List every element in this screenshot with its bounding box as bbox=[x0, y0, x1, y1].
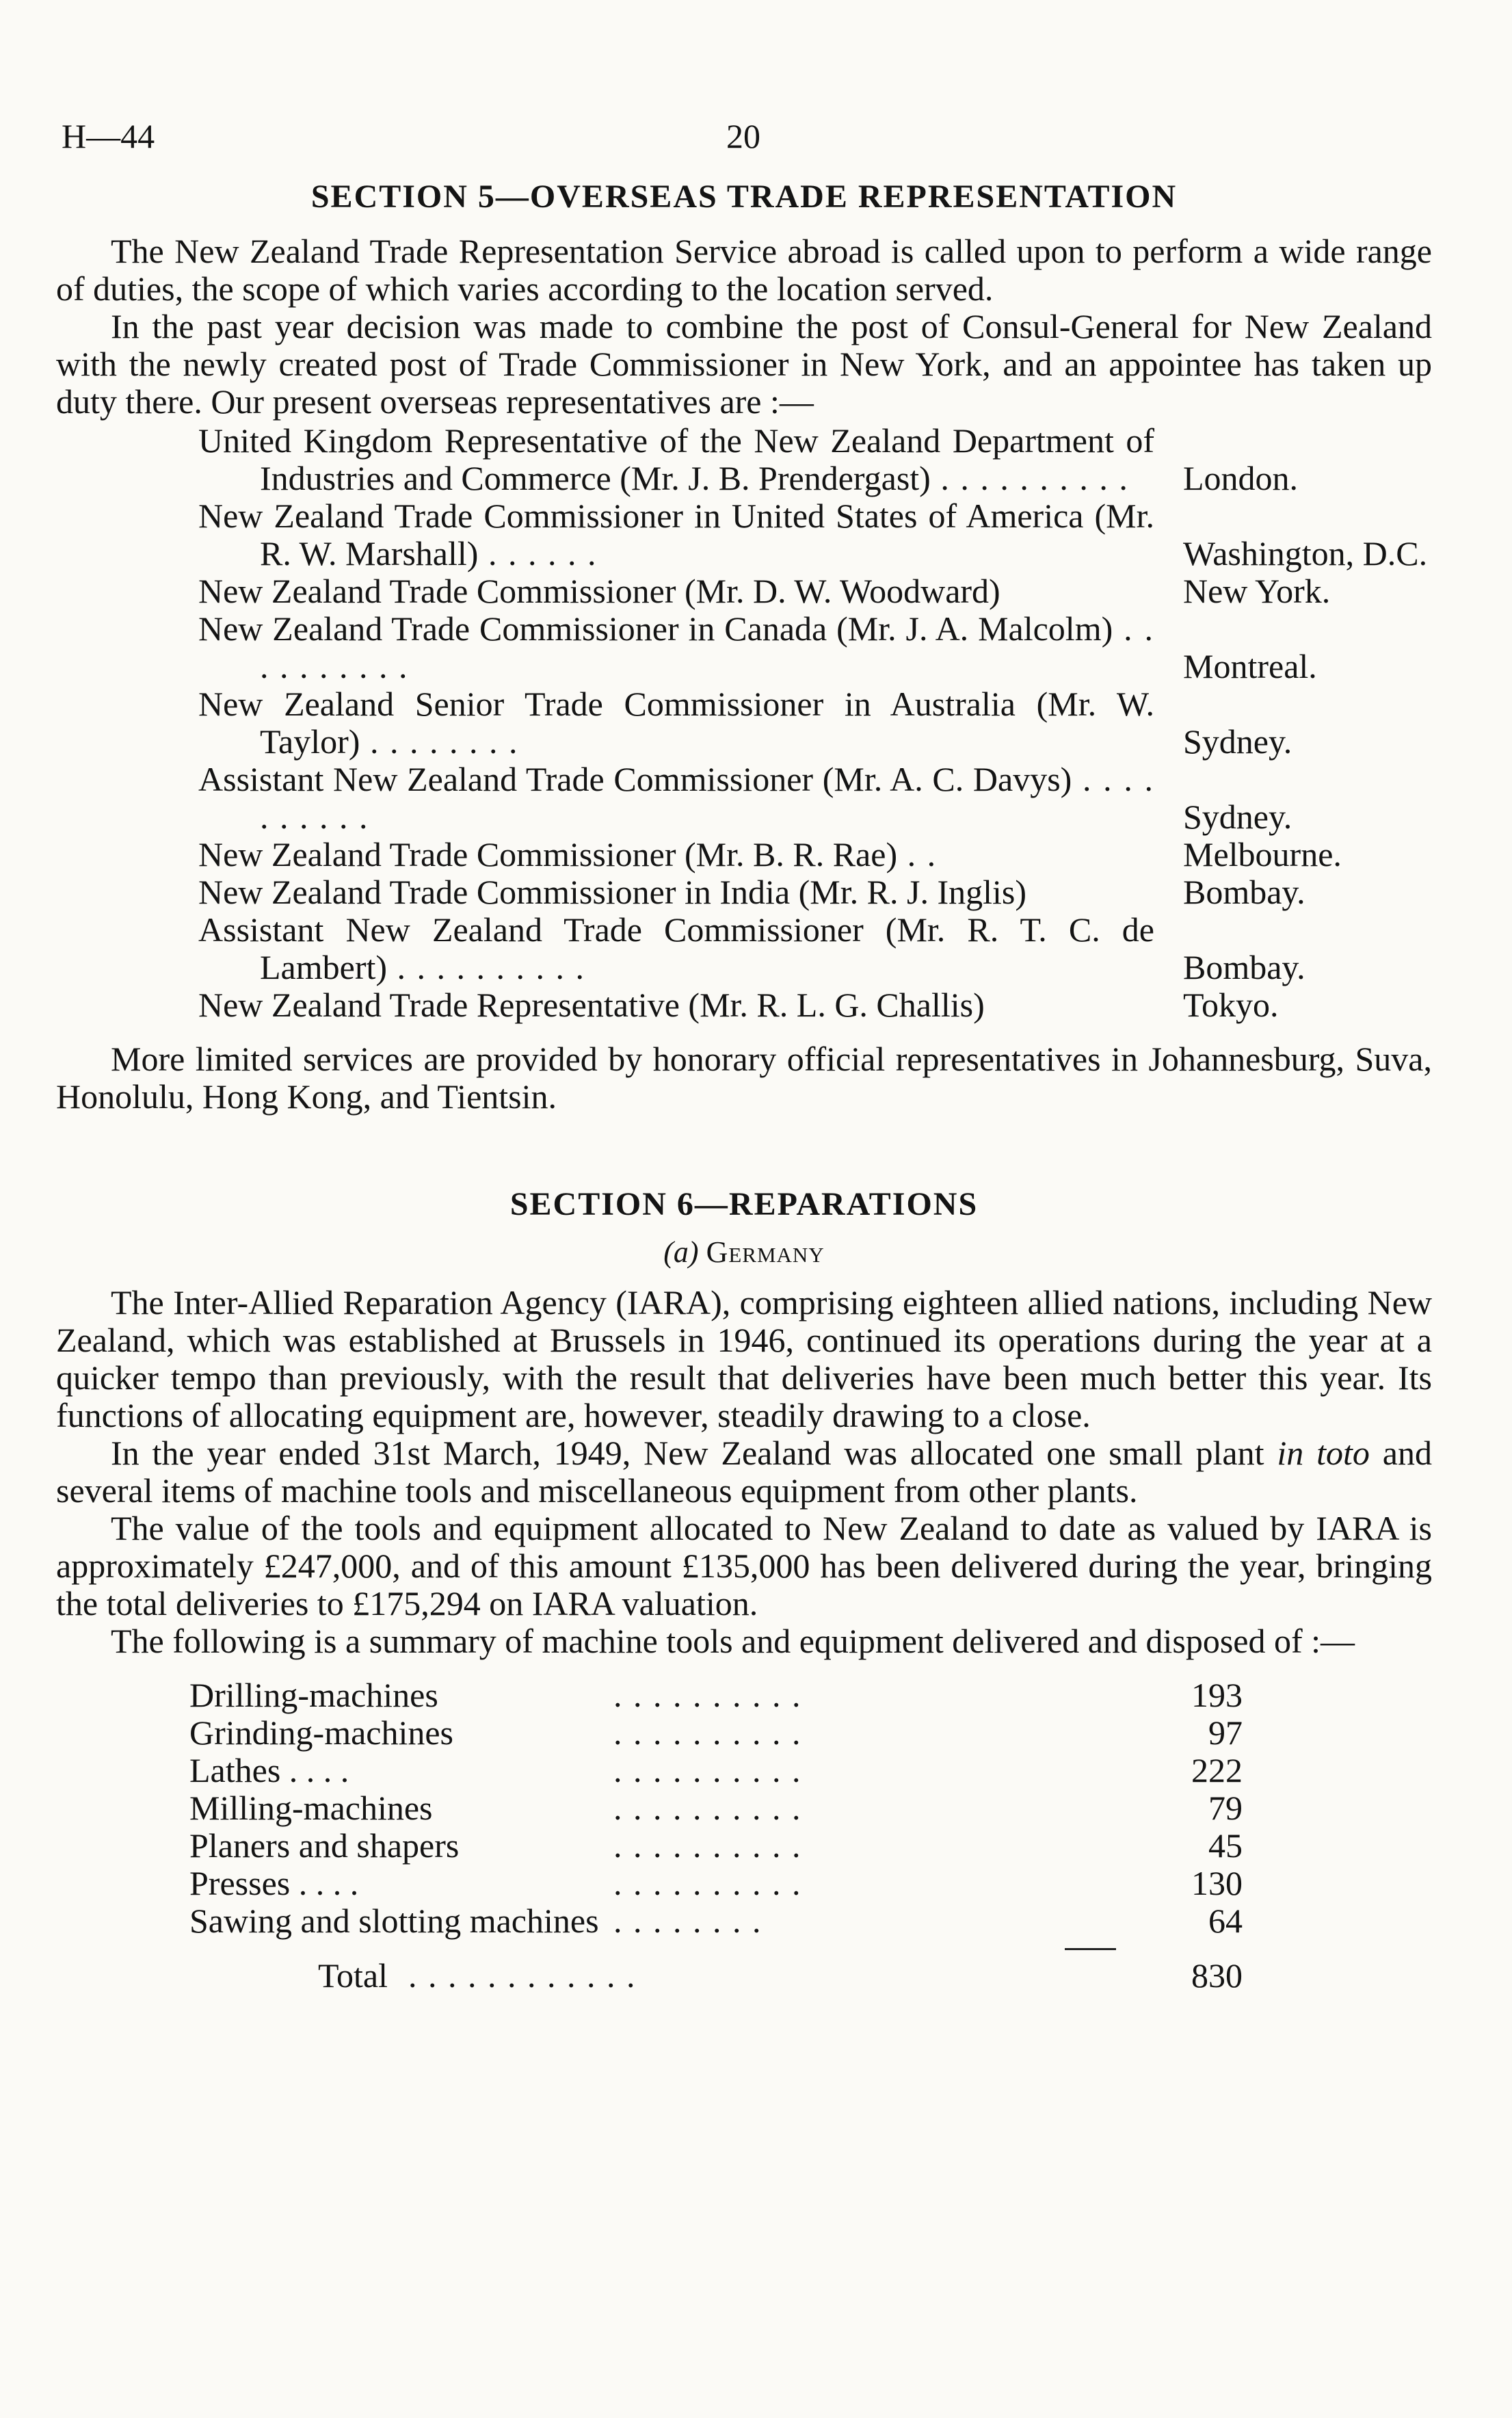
paragraph-text: In the year ended 31st March, 1949, New Zealand was allocated one small plant bbox=[111, 1434, 1277, 1472]
representative-row bbox=[198, 610, 1483, 685]
italic-text: in toto bbox=[1277, 1434, 1370, 1472]
document-code: H—44 bbox=[62, 117, 155, 155]
representative-row bbox=[198, 873, 1483, 911]
dot-leader: . . . . . . . . . . bbox=[613, 1826, 802, 1865]
representative-row bbox=[198, 836, 1483, 873]
representative-desc: New Zealand Senior Trade Commissioner in Australia (Mr. W. Taylor) bbox=[198, 685, 1154, 761]
representative-location: Sydney. bbox=[1183, 722, 1292, 761]
table-row bbox=[189, 1752, 1321, 1789]
item-name: Presses . . . . bbox=[189, 1864, 359, 1902]
representative-desc: New Zealand Trade Commissioner in United States of America (Mr. R. W. Marshall) bbox=[198, 497, 1154, 573]
dot-leader: . . . . . . . . . . bbox=[260, 609, 1154, 685]
table-row bbox=[189, 1714, 1321, 1752]
total-label: Total bbox=[317, 1956, 388, 1995]
representative-row bbox=[198, 573, 1483, 610]
subsection-heading bbox=[56, 1232, 1432, 1273]
equipment-summary-table bbox=[189, 1677, 1321, 1940]
representative-location: London. bbox=[1183, 459, 1299, 497]
representative-location: Montreal. bbox=[1183, 647, 1317, 685]
representative-desc: Assistant New Zealand Trade Commissioner (Mr. R. T. C. de Lambert) bbox=[198, 910, 1154, 986]
paragraph: The following is a summary of machine tools and equipment delivered and disposed of :— bbox=[111, 1622, 1355, 1660]
representative-location: Bombay. bbox=[1183, 873, 1305, 911]
item-name: Milling-machines bbox=[189, 1789, 433, 1827]
total-row bbox=[189, 1957, 1432, 1995]
dot-leader: . . . . . . . . bbox=[360, 722, 519, 761]
representative-desc: New Zealand Trade Commissioner in India (Mr. R. J. Inglis) bbox=[198, 873, 1026, 911]
representative-desc: New Zealand Trade Commissioner (Mr. B. R. Rae) bbox=[198, 835, 898, 873]
paragraph: The Inter-Allied Reparation Agency (IARA), comprising eighteen allied nations, including New Zealand, which was established at Brussels in 1946, continued its operations during the year at a quicker tempo than previously, with the result that deliveries have been much better this year. Its functions of allocating equipment are, however, steadily drawing to a close. bbox=[56, 1283, 1432, 1434]
paragraph bbox=[56, 1434, 1432, 1510]
item-value: 79 bbox=[1208, 1789, 1243, 1827]
item-value: 45 bbox=[1208, 1826, 1243, 1865]
representative-location: Melbourne. bbox=[1183, 835, 1342, 873]
dot-leader: . . . . . . . . bbox=[613, 1902, 762, 1940]
subsection-name: Germany bbox=[706, 1235, 825, 1269]
representative-location: Sydney. bbox=[1183, 798, 1292, 836]
dot-leader: . . . . . . . . . . bbox=[260, 760, 1155, 836]
section-5-body bbox=[56, 233, 1432, 421]
representative-row bbox=[198, 497, 1483, 573]
representative-location: Bombay. bbox=[1183, 948, 1305, 986]
section-6-body bbox=[56, 1284, 1432, 1660]
item-value: 64 bbox=[1208, 1902, 1243, 1940]
item-name: Lathes . . . . bbox=[189, 1751, 349, 1789]
paragraph-text: and several items of machine tools and miscellaneous equipment from other plants. bbox=[56, 1434, 1432, 1510]
total-value: 830 bbox=[1191, 1956, 1243, 1995]
section-5-title: SECTION 5—OVERSEAS TRADE REPRESENTATION bbox=[310, 179, 1178, 215]
dot-leader: . . bbox=[897, 835, 938, 873]
dot-leader: . . . . . . . . . . bbox=[613, 1789, 802, 1827]
paragraph: More limited services are provided by honorary official representatives in Johannesburg, Suva, Honolulu, Hong Kong, and Tientsin. bbox=[56, 1040, 1432, 1116]
item-name: Sawing and slotting machines bbox=[189, 1902, 599, 1940]
representative-location: New York. bbox=[1183, 572, 1331, 610]
representative-desc: New Zealand Trade Representative (Mr. R. L. G. Challis) bbox=[198, 986, 985, 1024]
paragraph: In the past year decision was made to combine the post of Consul-General for New Zealand with the newly created post of Trade Commissioner in New York, and an appointee has taken up duty there. Our present overseas representatives are :— bbox=[56, 307, 1432, 421]
page-header bbox=[56, 103, 1432, 164]
subsection-letter: (a) bbox=[663, 1235, 699, 1269]
representative-row bbox=[198, 986, 1483, 1024]
dot-leader: . . . . . . bbox=[478, 534, 598, 573]
total-rule bbox=[1065, 1948, 1116, 1950]
representatives-list bbox=[198, 422, 1483, 1024]
representative-location: Tokyo. bbox=[1183, 986, 1279, 1024]
dot-leader: . . . . . . . . . . bbox=[613, 1713, 802, 1752]
representative-desc: New Zealand Trade Commissioner in Canada (Mr. J. A. Malcolm) bbox=[198, 609, 1113, 648]
representative-desc: Assistant New Zealand Trade Commissioner (Mr. A. C. Davys) bbox=[198, 760, 1072, 798]
representative-row bbox=[198, 422, 1483, 497]
paragraph: The value of the tools and equipment allocated to New Zealand to date as valued by IARA is approximately £247,000, and of this amount £135,000 has been delivered during the year, bringing the total deliveries to £175,294 on IARA valuation. bbox=[56, 1509, 1432, 1622]
table-row bbox=[189, 1902, 1321, 1940]
dot-leader: . . . . . . . . . . bbox=[613, 1864, 802, 1902]
section-6-title: SECTION 6—REPARATIONS bbox=[509, 1186, 979, 1222]
table-row bbox=[189, 1827, 1321, 1865]
representative-row bbox=[198, 685, 1483, 761]
representative-desc: United Kingdom Representative of the New Zealand Department of Industries and Commerce (Mr. J. B. Prendergast) bbox=[198, 421, 1154, 497]
dot-leader: . . . . . . . . . . bbox=[930, 459, 1129, 497]
dot-leader: . . . . . . . . . . bbox=[387, 948, 586, 986]
item-name: Grinding-machines bbox=[189, 1713, 454, 1752]
item-value: 97 bbox=[1208, 1713, 1243, 1752]
representative-row bbox=[198, 911, 1483, 986]
representative-location: Washington, D.C. bbox=[1183, 534, 1428, 573]
item-value: 130 bbox=[1191, 1864, 1243, 1902]
dot-leader: . . . . . . . . . . bbox=[613, 1676, 802, 1714]
item-name: Planers and shapers bbox=[189, 1826, 460, 1865]
table-row bbox=[189, 1789, 1321, 1827]
representative-row bbox=[198, 761, 1483, 836]
dot-leader: . . . . . . . . . . bbox=[613, 1751, 802, 1789]
item-value: 193 bbox=[1191, 1676, 1243, 1714]
table-row bbox=[189, 1677, 1321, 1714]
table-row bbox=[189, 1865, 1321, 1902]
item-name: Drilling-machines bbox=[189, 1676, 438, 1714]
page-number: 20 bbox=[726, 117, 760, 155]
document-page bbox=[56, 103, 1432, 1995]
representative-desc: New Zealand Trade Commissioner (Mr. D. W. Woodward) bbox=[198, 572, 1000, 610]
paragraph: The New Zealand Trade Representation Service abroad is called upon to perform a wide range of duties, the scope of which varies according to the location served. bbox=[56, 232, 1432, 308]
item-value: 222 bbox=[1191, 1751, 1243, 1789]
dot-leader: . . . . . . . . . . . . bbox=[408, 1956, 637, 1995]
